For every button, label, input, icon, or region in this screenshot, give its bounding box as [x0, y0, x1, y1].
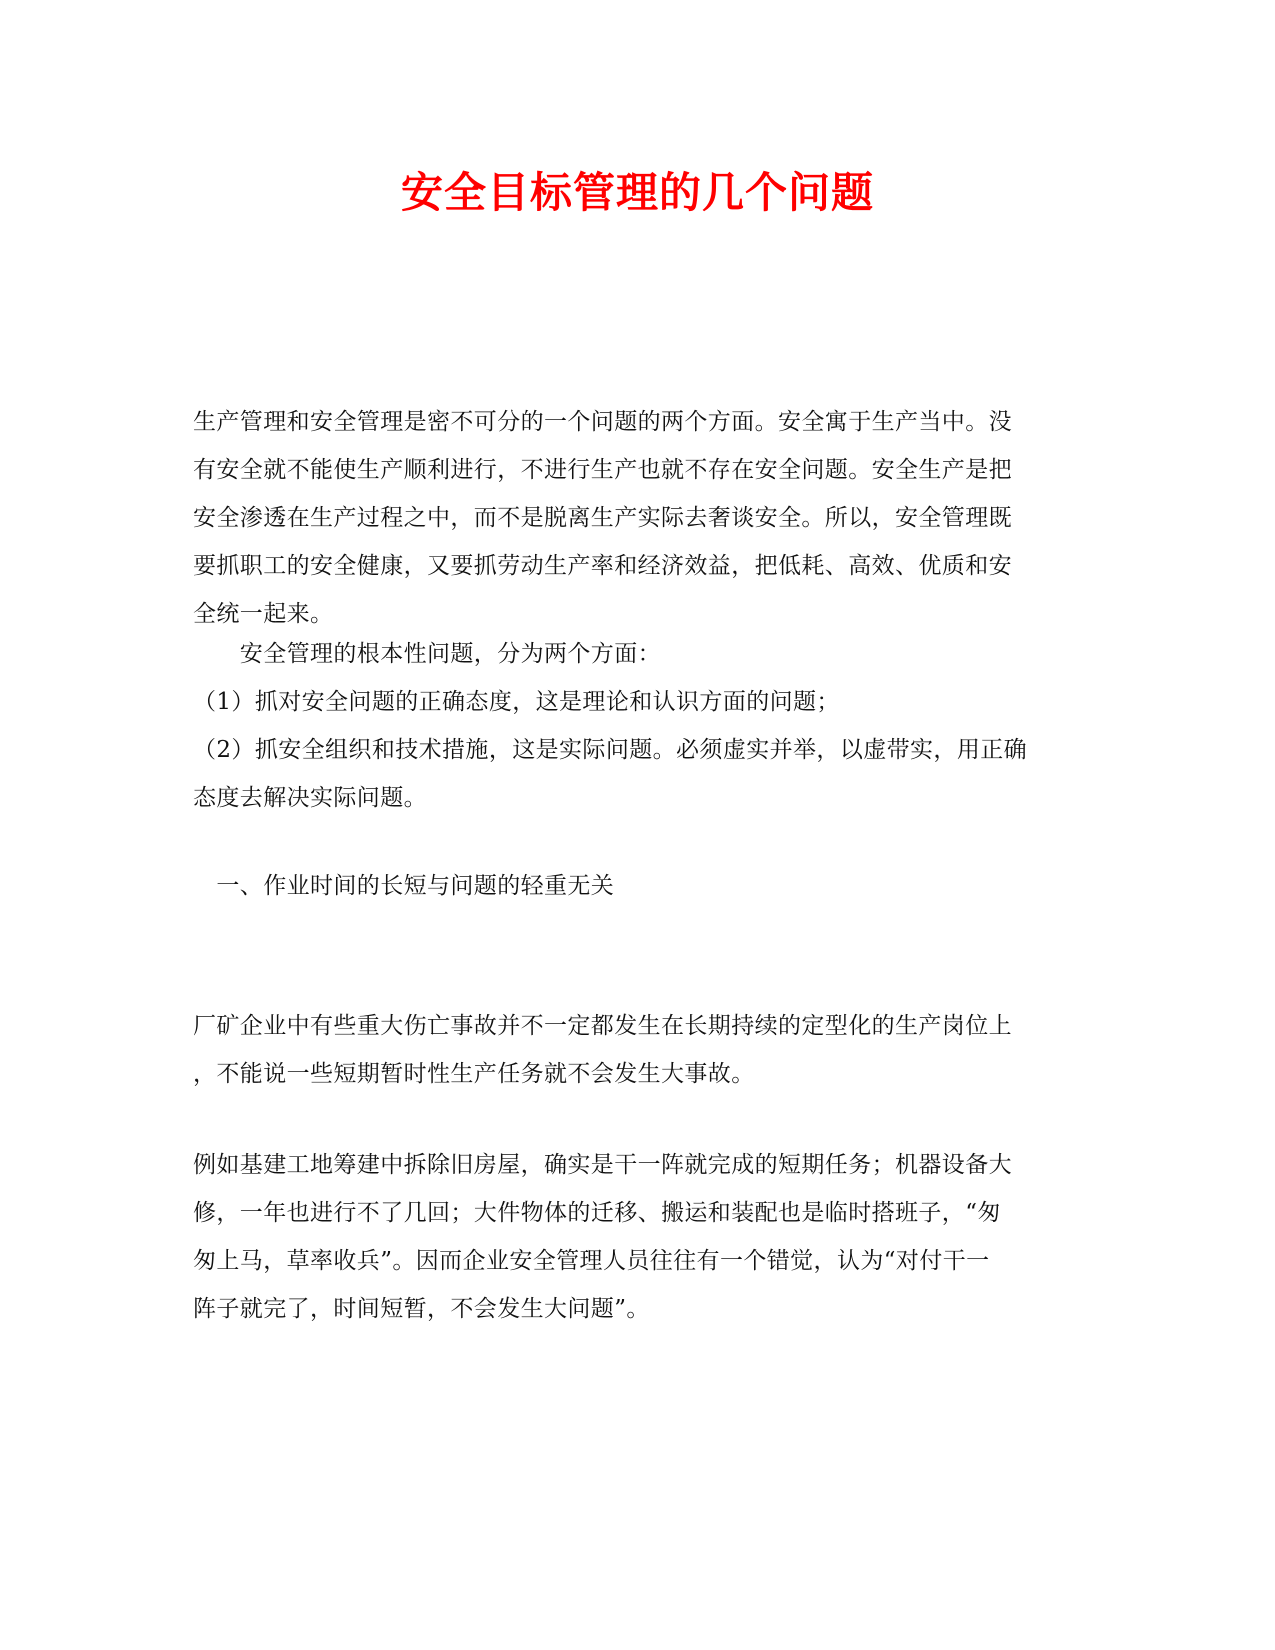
fundamental-lead: 安全管理的根本性问题，分为两个方面：	[193, 641, 661, 667]
document-title: 安全目标管理的几个问题	[400, 168, 874, 217]
fundamental-issues	[193, 630, 1083, 822]
intro-line: 全统一起来。	[193, 601, 334, 627]
intro-line: 生产管理和安全管理是密不可分的一个问题的两个方面。安全寓于生产当中。没	[193, 409, 1012, 435]
paragraph-line: ，不能说一些短期暂时性生产任务就不会发生大事故。	[193, 1061, 755, 1087]
fundamental-item-2-line: 态度去解决实际问题。	[193, 785, 427, 811]
paragraph-line: 阵子就完了，时间短暂，不会发生大问题”。	[193, 1296, 650, 1322]
section-1-paragraph-2	[193, 1141, 1083, 1333]
intro-line: 安全渗透在生产过程之中，而不是脱离生产实际去奢谈安全。所以，安全管理既	[193, 505, 1012, 531]
intro-paragraph	[193, 398, 1083, 638]
intro-line: 有安全就不能使生产顺利进行，不进行生产也就不存在安全问题。安全生产是把	[193, 457, 1012, 483]
section-1-paragraph-1	[193, 1002, 1083, 1098]
fundamental-item-1: （1）抓对安全问题的正确态度，这是理论和认识方面的问题；	[193, 689, 840, 715]
paragraph-line: 修，一年也进行不了几回；大件物体的迁移、搬运和装配也是临时搭班子，“匆	[193, 1200, 1001, 1226]
section-1-heading: 一、作业时间的长短与问题的轻重无关	[193, 873, 615, 899]
fundamental-item-2-line: （2）抓安全组织和技术措施，这是实际问题。必须虚实并举，以虚带实，用正确	[193, 737, 1028, 763]
intro-line: 要抓职工的安全健康，又要抓劳动生产率和经济效益，把低耗、高效、优质和安	[193, 553, 1012, 579]
paragraph-line: 匆上马，草率收兵”。因而企业安全管理人员往往有一个错觉，认为“对付干一	[193, 1248, 990, 1274]
paragraph-line: 例如基建工地筹建中拆除旧房屋，确实是干一阵就完成的短期任务；机器设备大	[193, 1152, 1012, 1178]
paragraph-line: 厂矿企业中有些重大伤亡事故并不一定都发生在长期持续的定型化的生产岗位上	[193, 1013, 1012, 1039]
